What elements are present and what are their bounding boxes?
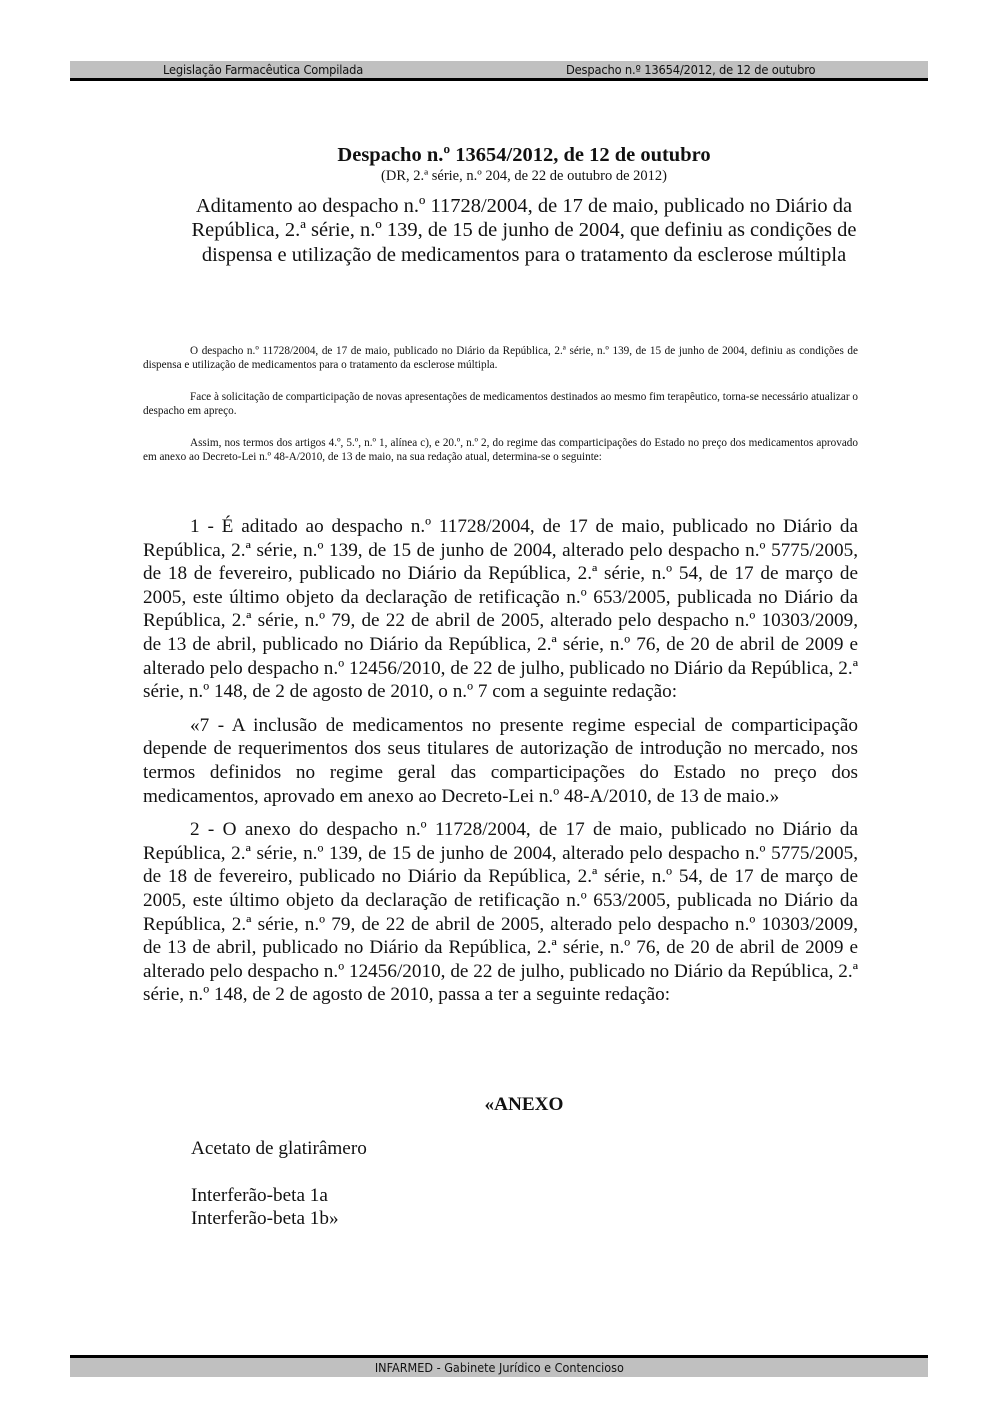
document-subject: Aditamento ao despacho n.º 11728/2004, de 17 de maio, publicado no Diário da República, 2.ª série, n.º 139, de 15 de junho de 2004, que definiu as condições de dispensa e utilização de medicamentos para o tratamento da esclerose múltipla bbox=[191, 195, 857, 266]
title-block bbox=[140, 143, 908, 267]
annex-item: Acetato de glatirâmero bbox=[191, 1138, 367, 1159]
document-source: (DR, 2.ª série, n.º 204, de 22 de outubro de 2012) bbox=[381, 168, 667, 184]
annex-title: «ANEXO bbox=[484, 1094, 564, 1115]
running-footer bbox=[70, 1355, 928, 1377]
header-document-reference: Despacho n.º 13654/2012, de 12 de outubro bbox=[566, 62, 816, 77]
running-header bbox=[70, 61, 928, 81]
annex-list bbox=[191, 1137, 367, 1231]
body-paragraph-1: 1 - É aditado ao despacho n.º 11728/2004, de 17 de maio, publicado no Diário da República, 2.ª série, n.º 139, de 15 de junho de 2004, alterado pelo despacho n.º 5775/2005, de 18 de fevereiro, publicado no Diário da República, 2.ª série, n.º 54, de 17 de março de 2005, este último objeto da declaração de retificação n.º 653/2005, publicada no Diário da República, 2.ª série, n.º 79, de 22 de abril de 2005, alterado pelo despacho n.º 10303/2009, de 13 de abril, publicado no Diário da República, 2.ª série, n.º 76, de 20 de abril de 2009 e alterado pelo despacho n.º 12456/2010, de 22 de julho, publicado no Diário da República, 2.ª série, n.º 148, de 2 de agosto de 2010, o n.º 7 com a seguinte redação: bbox=[143, 516, 858, 703]
header-collection-title: Legislação Farmacêutica Compilada bbox=[163, 62, 364, 77]
document-body bbox=[143, 515, 858, 1017]
annex-item: Interferão-beta 1a bbox=[191, 1184, 328, 1206]
annex-item: Interferão-beta 1b» bbox=[191, 1208, 339, 1229]
body-paragraph-2: 2 - O anexo do despacho n.º 11728/2004, de 17 de maio, publicado no Diário da República, 2.ª série, n.º 139, de 15 de junho de 2004, alterado pelo despacho n.º 5775/2005, de 18 de fevereiro, publicado no Diário da República, 2.ª série, n.º 54, de 17 de março de 2005, este último objeto da declaração de retificação n.º 653/2005, publicada no Diário da República, 2.ª série, n.º 79, de 22 de abril de 2005, alterado pelo despacho n.º 10303/2009, de 13 de abril, publicado no Diário da República, 2.ª série, n.º 76, de 20 de abril de 2009 e alterado pelo despacho n.º 12456/2010, de 22 de julho, publicado no Diário da República, 2.ª série, n.º 148, de 2 de agosto de 2010, passa a ter a seguinte redação: bbox=[143, 819, 858, 1006]
body-paragraph-quote: «7 - A inclusão de medicamentos no presente regime especial de comparticipação depende de requerimentos dos seus titulares de autorização de introdução no mercado, nos termos definidos no regime geral das comparticipações do Estado no preço dos medicamentos, aprovado em anexo ao Decreto-Lei n.º 48-A/2010, de 13 de maio.» bbox=[143, 714, 858, 807]
preamble-paragraph: O despacho n.º 11728/2004, de 17 de maio, publicado no Diário da República, 2.ª série, n.º 139, de 15 de junho de 2004, definiu as condições de dispensa e utilização de medicamentos para o tratamento da esclerose múltipla. bbox=[143, 345, 858, 371]
preamble-paragraph: Assim, nos termos dos artigos 4.º, 5.º, n.º 1, alínea c), e 20.º, n.º 2, do regime das comparticipações do Estado no preço dos medicamentos aprovado em anexo ao Decreto-Lei n.º 48-A/2010, de 13 de maio, na sua redação atual, determina-se o seguinte: bbox=[143, 437, 858, 463]
preamble bbox=[143, 344, 858, 482]
preamble-paragraph: Face à solicitação de comparticipação de novas apresentações de medicamentos destinados ao mesmo fim terapêutico, torna-se necessário atualizar o despacho em apreço. bbox=[143, 391, 858, 417]
footer-text: INFARMED - Gabinete Jurídico e Contencioso bbox=[374, 1360, 624, 1375]
annex-spacer bbox=[191, 1161, 367, 1184]
document-title: Despacho n.º 13654/2012, de 12 de outubro bbox=[337, 144, 711, 166]
